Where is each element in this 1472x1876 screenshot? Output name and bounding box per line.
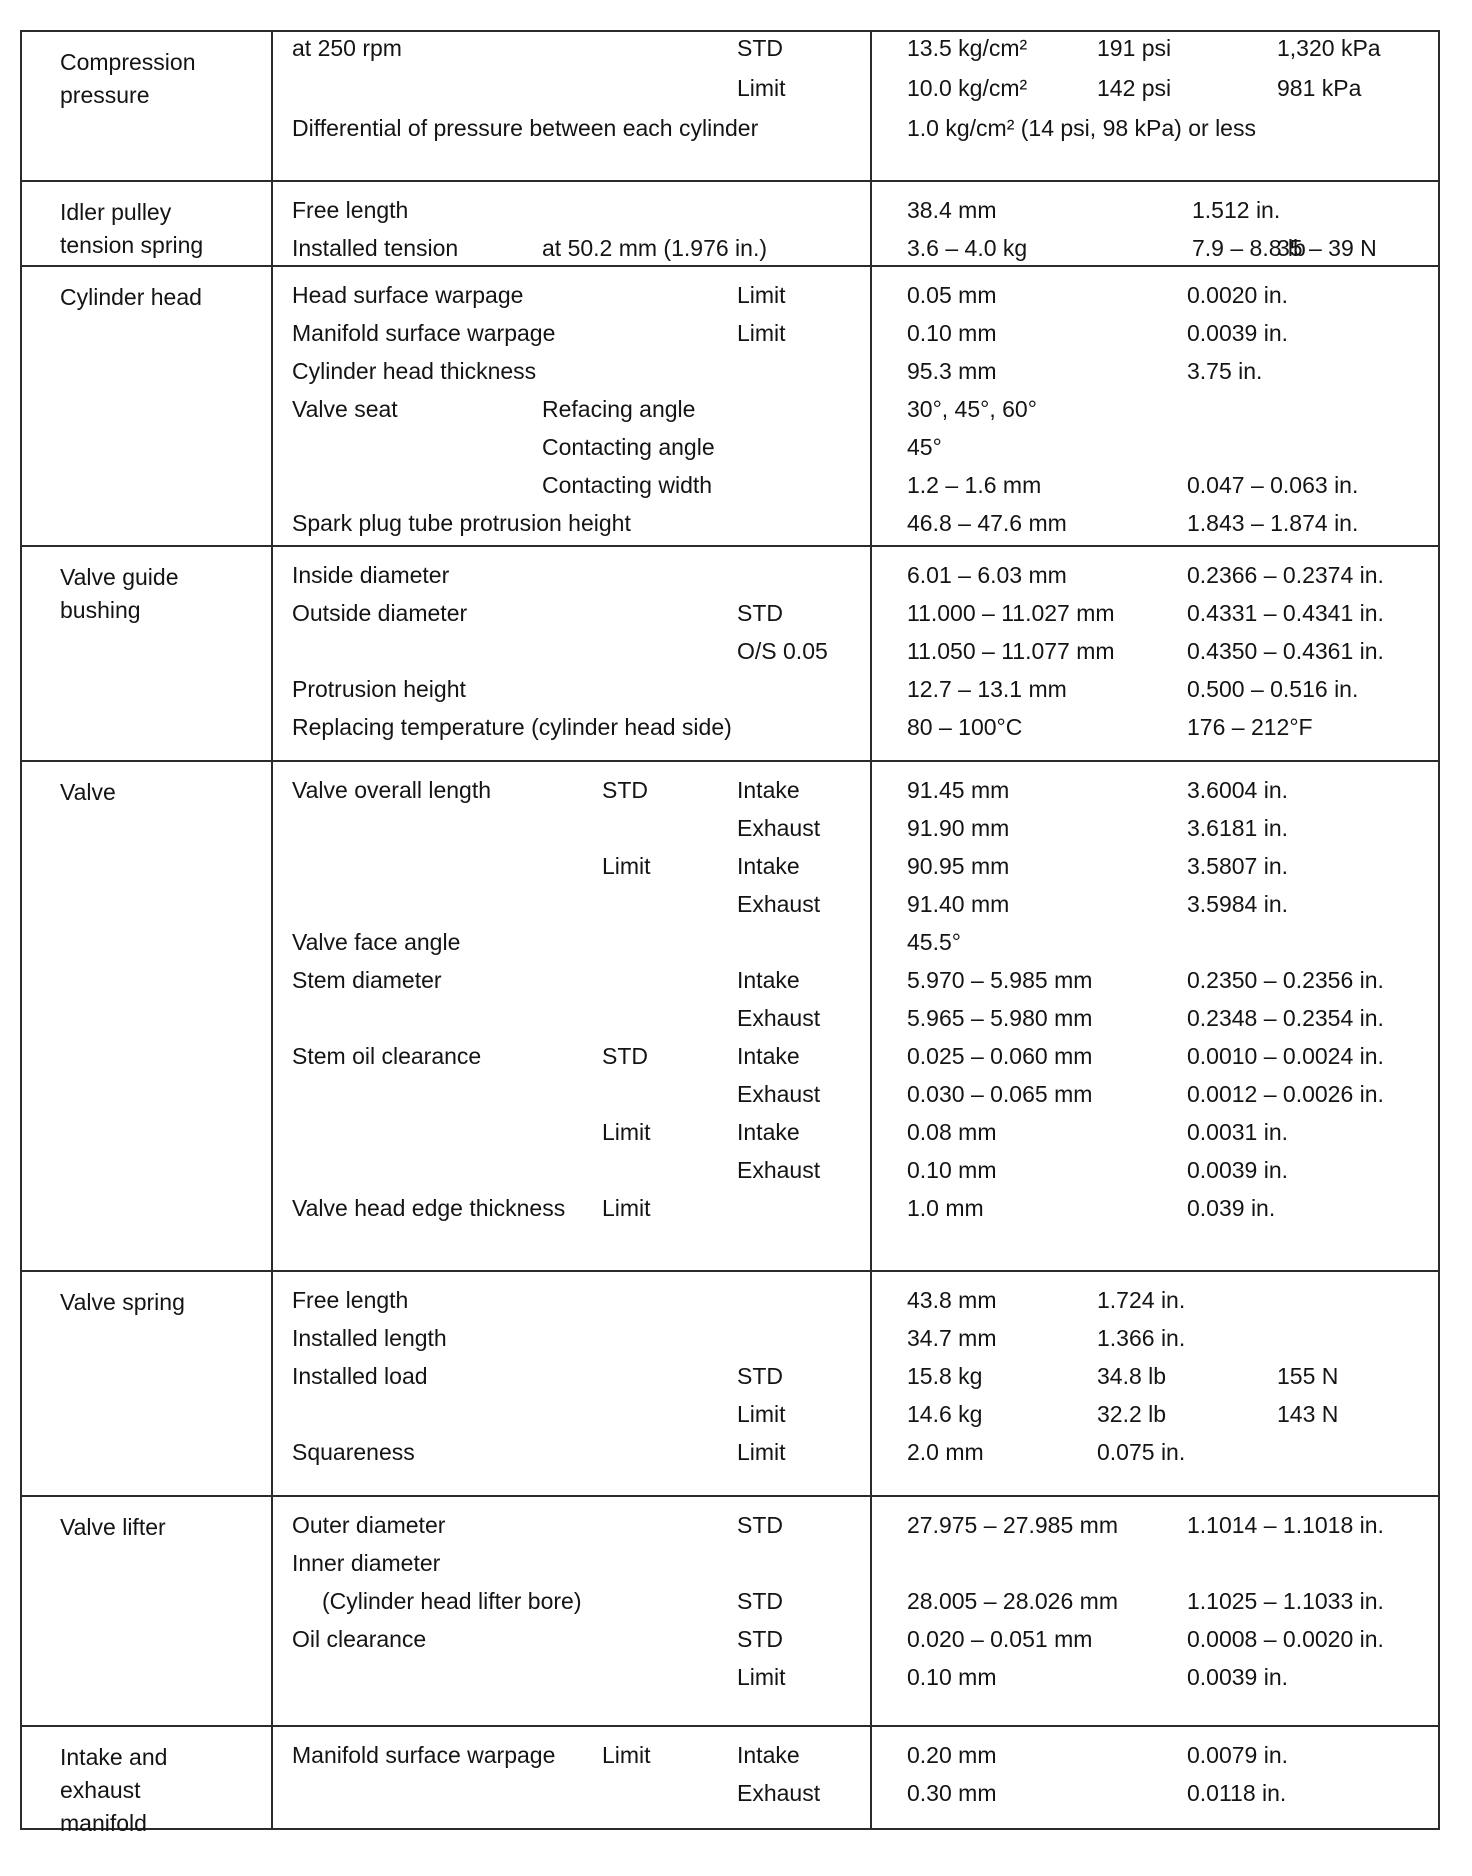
spec-value-imperial: 3.75 in.: [1187, 358, 1263, 384]
spec-value-imperial: 1.512 in.: [1192, 197, 1281, 223]
spec-item-label: (Cylinder head lifter bore): [322, 1588, 582, 1614]
spec-value-si: 35 – 39 N: [1277, 235, 1377, 261]
spec-value-metric: 28.005 – 28.026 mm: [907, 1588, 1118, 1614]
spec-condition: Limit: [737, 320, 786, 346]
spec-section: [20, 545, 1440, 760]
spec-value-imperial: 0.047 – 0.063 in.: [1187, 472, 1359, 498]
section-title: [60, 1286, 260, 1319]
spec-sub-label: Limit: [602, 1119, 651, 1145]
spec-item-label: Replacing temperature (cylinder head side): [292, 714, 732, 740]
spec-value-metric: 46.8 – 47.6 mm: [907, 510, 1067, 536]
spec-section: [20, 760, 1440, 1270]
spec-item-label: at 250 rpm: [292, 35, 402, 61]
spec-condition: Exhaust: [737, 1081, 821, 1107]
spec-sub-label: Limit: [602, 1195, 651, 1221]
spec-value-metric: 91.40 mm: [907, 891, 1010, 917]
spec-value-imperial: 3.6181 in.: [1187, 815, 1289, 841]
spec-condition: Intake: [737, 1043, 800, 1069]
spec-section: [20, 180, 1440, 265]
spec-value-imperial: 0.0039 in.: [1187, 1157, 1289, 1183]
spec-value-imperial: 1.724 in.: [1097, 1287, 1186, 1313]
spec-item-label: Installed load: [292, 1363, 428, 1389]
spec-condition: Exhaust: [737, 1157, 821, 1183]
spec-value-metric: 11.050 – 11.077 mm: [907, 638, 1115, 664]
spec-value-imperial: 0.500 – 0.516 in.: [1187, 676, 1359, 702]
section-title-line: Valve guide: [60, 564, 179, 590]
spec-value-imperial: 34.8 lb: [1097, 1363, 1167, 1389]
spec-condition: Intake: [737, 967, 800, 993]
spec-value-metric: 5.965 – 5.980 mm: [907, 1005, 1093, 1031]
spec-value-imperial: 0.0031 in.: [1187, 1119, 1289, 1145]
spec-value-metric: 0.020 – 0.051 mm: [907, 1626, 1093, 1652]
spec-item-label: Installed tension: [292, 235, 459, 261]
spec-value-metric: 90.95 mm: [907, 853, 1010, 879]
spec-value-imperial: 1.843 – 1.874 in.: [1187, 510, 1359, 536]
section-title-line: Valve lifter: [60, 1514, 166, 1540]
spec-condition: Exhaust: [737, 1780, 821, 1806]
spec-item-label: Installed length: [292, 1325, 447, 1351]
spec-value-imperial: 1.366 in.: [1097, 1325, 1186, 1351]
spec-value-imperial: 32.2 lb: [1097, 1401, 1167, 1427]
spec-value-metric: 95.3 mm: [907, 358, 997, 384]
spec-value-metric: 0.30 mm: [907, 1780, 997, 1806]
spec-value-imperial: 0.2366 – 0.2374 in.: [1187, 562, 1384, 588]
spec-value-imperial: 0.039 in.: [1187, 1195, 1276, 1221]
spec-value-metric: 80 – 100°C: [907, 714, 1023, 740]
spec-value-metric: 91.90 mm: [907, 815, 1010, 841]
spec-value-imperial: 3.5984 in.: [1187, 891, 1289, 917]
spec-value-metric: 0.10 mm: [907, 1664, 997, 1690]
spec-sub-label: Refacing angle: [542, 396, 696, 422]
spec-value-metric: 38.4 mm: [907, 197, 997, 223]
spec-value-metric: 0.10 mm: [907, 320, 997, 346]
section-title-line: Idler pulley: [60, 199, 172, 225]
section-title-line: Valve spring: [60, 1289, 185, 1315]
section-title-line: Compression: [60, 49, 196, 75]
spec-item-label: Stem diameter: [292, 967, 442, 993]
spec-item-label: Protrusion height: [292, 676, 466, 702]
section-title: [60, 561, 260, 627]
spec-sub-label: STD: [602, 777, 648, 803]
spec-condition: Limit: [737, 1401, 786, 1427]
spec-condition: Intake: [737, 853, 800, 879]
spec-value-imperial: 3.6004 in.: [1187, 777, 1289, 803]
spec-item-label: Free length: [292, 1287, 409, 1313]
spec-value-imperial: 0.4331 – 0.4341 in.: [1187, 600, 1384, 626]
spec-value-imperial: 0.0010 – 0.0024 in.: [1187, 1043, 1384, 1069]
spec-value-metric: 0.20 mm: [907, 1742, 997, 1768]
spec-sub-label: Contacting angle: [542, 434, 715, 460]
spec-value-imperial: 0.0008 – 0.0020 in.: [1187, 1626, 1384, 1652]
spec-value-metric: 30°, 45°, 60°: [907, 396, 1037, 422]
spec-value-imperial: 0.2350 – 0.2356 in.: [1187, 967, 1384, 993]
spec-value-imperial: 0.075 in.: [1097, 1439, 1186, 1465]
spec-condition: Exhaust: [737, 891, 821, 917]
spec-condition: Intake: [737, 1119, 800, 1145]
spec-value-metric: 43.8 mm: [907, 1287, 997, 1313]
spec-value-metric: 91.45 mm: [907, 777, 1010, 803]
section-title: [60, 46, 260, 112]
spec-value-metric: 13.5 kg/cm²: [907, 35, 1028, 61]
spec-value-imperial: 0.2348 – 0.2354 in.: [1187, 1005, 1384, 1031]
spec-value-si: 143 N: [1277, 1401, 1339, 1427]
section-title-line: manifold: [60, 1810, 147, 1836]
spec-item-label: Cylinder head thickness: [292, 358, 537, 384]
spec-sub-label: Limit: [602, 853, 651, 879]
spec-item-label: Differential of pressure between each cylinder: [292, 115, 759, 141]
spec-condition: Limit: [737, 1664, 786, 1690]
spec-value-imperial: 0.0039 in.: [1187, 1664, 1289, 1690]
spec-item-label: Head surface warpage: [292, 282, 524, 308]
spec-item-label: Valve head edge thickness: [292, 1195, 566, 1221]
spec-section: [20, 1725, 1440, 1836]
spec-value-metric: 6.01 – 6.03 mm: [907, 562, 1067, 588]
section-title-line: exhaust: [60, 1777, 141, 1803]
spec-value-metric: 45.5°: [907, 929, 961, 955]
spec-condition: Intake: [737, 1742, 800, 1768]
spec-value-metric: 27.975 – 27.985 mm: [907, 1512, 1118, 1538]
spec-item-label: Outside diameter: [292, 600, 468, 626]
spec-sub-label: Limit: [602, 1742, 651, 1768]
section-title: [60, 1511, 260, 1544]
spec-condition: STD: [737, 1626, 783, 1652]
spec-sub-label: Contacting width: [542, 472, 713, 498]
spec-value-imperial: 176 – 212°F: [1187, 714, 1313, 740]
spec-value-metric: 0.10 mm: [907, 1157, 997, 1183]
spec-condition: STD: [737, 600, 783, 626]
section-title-line: tension spring: [60, 232, 204, 258]
spec-value-imperial: 7.9 – 8.8 lb: [1192, 235, 1306, 261]
section-title-line: Valve: [60, 779, 116, 805]
spec-value-metric: 14.6 kg: [907, 1401, 983, 1427]
spec-condition: Intake: [737, 777, 800, 803]
spec-condition: Exhaust: [737, 815, 821, 841]
spec-value-imperial: 3.5807 in.: [1187, 853, 1289, 879]
spec-value-imperial: 0.0079 in.: [1187, 1742, 1289, 1768]
spec-value-metric: 11.000 – 11.027 mm: [907, 600, 1115, 626]
spec-value-metric: 1.2 – 1.6 mm: [907, 472, 1042, 498]
section-title-line: pressure: [60, 82, 150, 108]
spec-value-si: 981 kPa: [1277, 75, 1362, 101]
spec-table: [20, 30, 1440, 1836]
spec-item-label: Manifold surface warpage: [292, 1742, 556, 1768]
spec-condition: STD: [737, 1512, 783, 1538]
spec-value-imperial: 0.0012 – 0.0026 in.: [1187, 1081, 1384, 1107]
spec-item-label: Inner diameter: [292, 1550, 441, 1576]
spec-value-metric: 5.970 – 5.985 mm: [907, 967, 1093, 993]
spec-sub-label: STD: [602, 1043, 648, 1069]
spec-condition: Limit: [737, 282, 786, 308]
spec-section: [20, 1495, 1440, 1725]
spec-value-si: 1,320 kPa: [1277, 35, 1381, 61]
spec-condition: STD: [737, 35, 783, 61]
section-title-line: Cylinder head: [60, 284, 202, 310]
section-title-line: bushing: [60, 597, 141, 623]
spec-value-metric: 10.0 kg/cm²: [907, 75, 1028, 101]
spec-condition: Limit: [737, 1439, 786, 1465]
spec-value-metric: 1.0 kg/cm² (14 psi, 98 kPa) or less: [907, 115, 1256, 141]
spec-item-label: Valve face angle: [292, 929, 461, 955]
spec-condition: O/S 0.05: [737, 638, 828, 664]
spec-value-metric: 0.05 mm: [907, 282, 997, 308]
spec-value-imperial: 0.0020 in.: [1187, 282, 1289, 308]
spec-section: [20, 1270, 1440, 1495]
spec-value-imperial: 0.0039 in.: [1187, 320, 1289, 346]
spec-value-metric: 15.8 kg: [907, 1363, 983, 1389]
spec-condition: STD: [737, 1588, 783, 1614]
section-title: [60, 281, 260, 314]
spec-sub-label: at 50.2 mm (1.976 in.): [542, 235, 767, 261]
spec-value-metric: 0.08 mm: [907, 1119, 997, 1145]
spec-value-metric: 1.0 mm: [907, 1195, 984, 1221]
spec-section: [20, 265, 1440, 545]
spec-item-label: Spark plug tube protrusion height: [292, 510, 631, 536]
spec-item-label: Valve overall length: [292, 777, 492, 803]
spec-item-label: Inside diameter: [292, 562, 450, 588]
spec-value-imperial: 0.4350 – 0.4361 in.: [1187, 638, 1384, 664]
spec-value-si: 155 N: [1277, 1363, 1339, 1389]
section-title-line: Intake and: [60, 1744, 168, 1770]
spec-condition: Limit: [737, 75, 786, 101]
spec-item-label: Free length: [292, 197, 409, 223]
spec-value-metric: 2.0 mm: [907, 1439, 984, 1465]
spec-value-metric: 0.030 – 0.065 mm: [907, 1081, 1093, 1107]
spec-item-label: Manifold surface warpage: [292, 320, 556, 346]
spec-value-metric: 3.6 – 4.0 kg: [907, 235, 1028, 261]
spec-value-imperial: 191 psi: [1097, 35, 1172, 61]
spec-item-label: Stem oil clearance: [292, 1043, 482, 1069]
spec-value-imperial: 1.1014 – 1.1018 in.: [1187, 1512, 1384, 1538]
spec-value-imperial: 142 psi: [1097, 75, 1172, 101]
spec-value-metric: 0.025 – 0.060 mm: [907, 1043, 1093, 1069]
spec-item-label: Outer diameter: [292, 1512, 446, 1538]
spec-condition: STD: [737, 1363, 783, 1389]
spec-item-label: Squareness: [292, 1439, 415, 1465]
spec-value-imperial: 0.0118 in.: [1187, 1780, 1287, 1806]
section-title: [60, 776, 260, 809]
spec-value-metric: 45°: [907, 434, 942, 460]
spec-section: [20, 30, 1440, 180]
spec-value-metric: 12.7 – 13.1 mm: [907, 676, 1067, 702]
spec-item-label: Valve seat: [292, 396, 398, 422]
spec-value-imperial: 1.1025 – 1.1033 in.: [1187, 1588, 1384, 1614]
spec-condition: Exhaust: [737, 1005, 821, 1031]
section-title: [60, 1741, 260, 1840]
spec-item-label: Oil clearance: [292, 1626, 427, 1652]
spec-value-metric: 34.7 mm: [907, 1325, 997, 1351]
section-title: [60, 196, 260, 262]
